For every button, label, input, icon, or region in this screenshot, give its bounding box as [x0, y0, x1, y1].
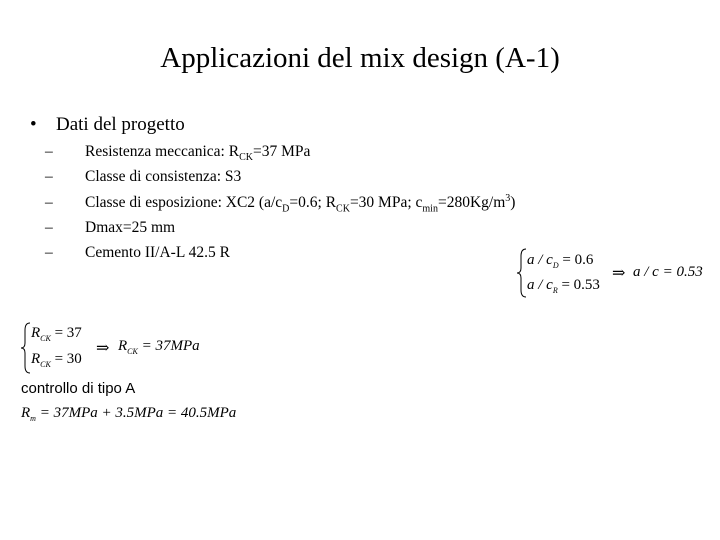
math-term: R: [21, 405, 31, 421]
sub-item-text: =0.6; R: [289, 194, 337, 212]
sub-item-text: =37 MPa: [252, 143, 311, 160]
subscript: D: [282, 203, 290, 215]
math-rhs: = 30: [50, 351, 82, 367]
subscript: CK: [40, 334, 51, 343]
sub-item-text: Classe di esposizione: XC2 (a/c: [85, 194, 283, 212]
formula-rck-result: [118, 338, 200, 356]
formula-ac-result: a / c = 0.53: [633, 264, 703, 280]
sub-item-resistenza: [45, 143, 310, 163]
slide-title: Applicazioni del mix design (A-1): [160, 42, 560, 74]
math-rhs: = 0.53: [557, 277, 600, 293]
math-term: R: [31, 351, 41, 367]
dash-marker: –: [45, 168, 53, 185]
math-rhs: = 37: [50, 325, 82, 341]
subscript: D: [552, 261, 559, 270]
formula-rck-line2: [31, 351, 82, 369]
sub-item-text: ): [510, 194, 516, 212]
implies-arrow-icon: ⇒: [612, 265, 626, 282]
math-rhs: = 0.6: [558, 252, 594, 268]
math-term: a / c: [527, 252, 553, 268]
dash-marker: –: [45, 219, 53, 236]
sub-item-text: =30 MPa; c: [349, 194, 423, 212]
sub-item-text: Dmax=25 mm: [85, 219, 176, 236]
subscript: CK: [239, 152, 253, 164]
subscript: CK: [40, 360, 51, 369]
math-term: R: [118, 338, 128, 354]
math-rhs: = 37MPa + 3.5MPa = 40.5MPa: [35, 405, 237, 421]
implies-arrow-icon: ⇒: [96, 340, 110, 357]
sub-item-cemento: [45, 244, 230, 262]
left-brace-icon: [517, 248, 527, 298]
formula-ac-line1: [527, 252, 593, 270]
superscript: 3: [505, 193, 511, 204]
sub-item-dmax: [45, 219, 175, 237]
control-text: controllo di tipo A: [21, 380, 136, 397]
dash-marker: –: [45, 194, 53, 212]
bullet-dati-progetto: [30, 114, 185, 136]
math-rhs: = 37MPa: [137, 338, 200, 354]
bullet-text: Dati del progetto: [56, 114, 185, 135]
bullet-marker: •: [30, 114, 37, 135]
sub-item-text: Resistenza meccanica: R: [85, 143, 240, 160]
dash-marker: –: [45, 143, 53, 160]
math-term: R: [31, 325, 41, 341]
sub-item-consistenza: [45, 168, 241, 186]
subscript: CK: [336, 203, 350, 215]
subscript: R: [552, 286, 558, 295]
math-term: a / c: [527, 277, 553, 293]
subscript: min: [422, 203, 438, 215]
sub-item-text: Cemento II/A-L 42.5 R: [85, 244, 230, 261]
formula-rm: [21, 405, 236, 423]
formula-rck-line1: [31, 325, 82, 343]
dash-marker: –: [45, 244, 53, 261]
sub-item-text: =280Kg/m: [437, 194, 506, 212]
subscript: CK: [127, 347, 138, 356]
sub-item-text: Classe di consistenza: S3: [85, 168, 242, 185]
subscript: m: [30, 414, 36, 423]
left-brace-icon: [21, 322, 31, 374]
sub-item-esposizione: [45, 193, 515, 214]
formula-ac-line2: [527, 277, 600, 295]
